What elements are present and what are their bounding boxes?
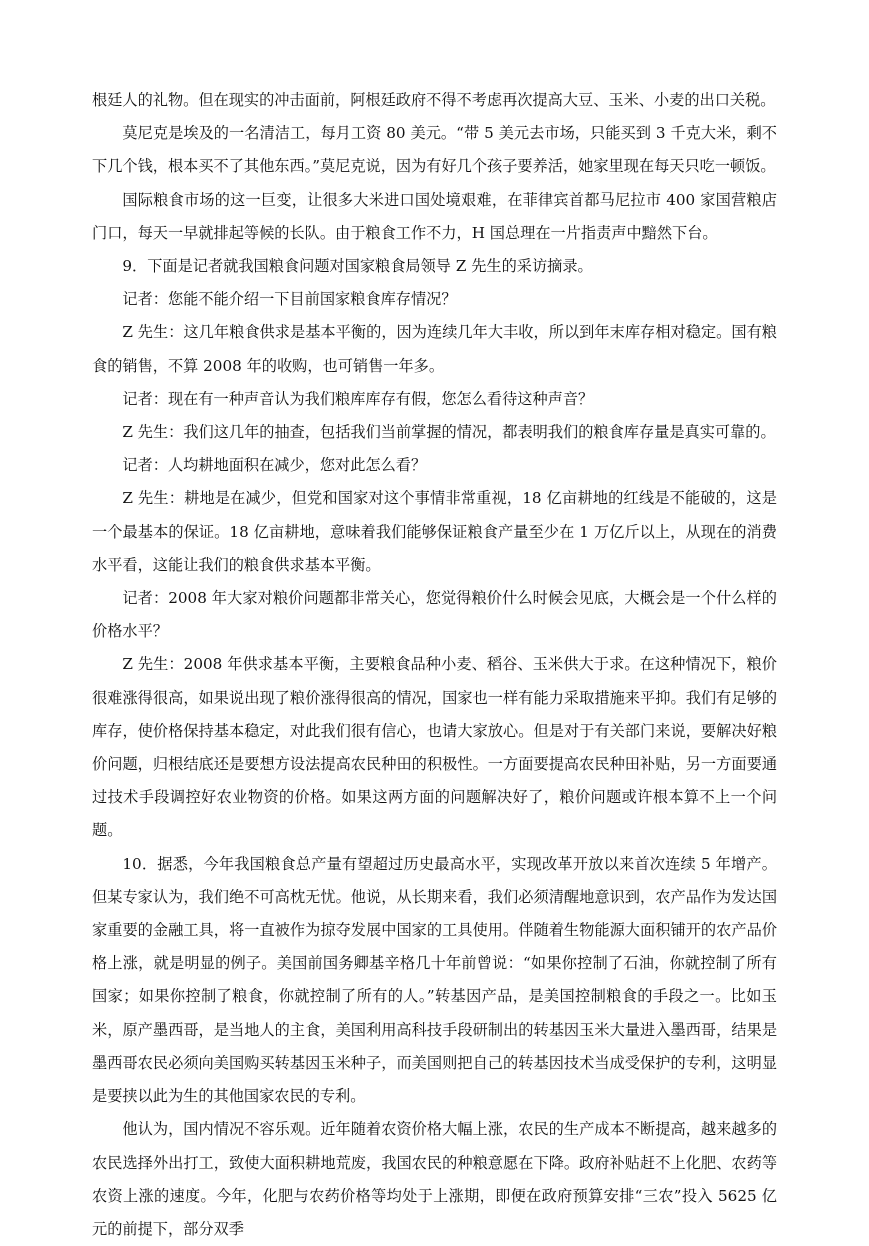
- paragraph: 根廷人的礼物。但在现实的冲击面前，阿根廷政府不得不考虑再次提高大豆、玉米、小麦的出口关税。: [92, 91, 776, 109]
- interview-question: 记者：现在有一种声音认为我们粮库库存有假，您怎么看待这种声音？: [122, 389, 594, 408]
- question-paragraph: 10．据悉，今年我国粮食总产量有望超过历史最高水平，实现改革开放以来首次连续 5 年增产。但某专家认为，我们绝不可高枕无忧。他说，从长期来看，我们必须清醒地意识到，农产品作为发达国家重要的金融工具，将一直被作为掠夺发展中国家的工具使用。伴随着生物能源大面积铺开的农产品价格上涨，就是明显的例子。美国前国务卿基辛格几十年前曾说：“如果你控制了石油，你就控制了所有国家；如果你控制了粮食，你就控制了所有的人。”转基因产品，是美国控制粮食的手段之一。比如玉米，原产墨西哥，是当地人的主食，美国利用高科技手段研制出的转基因玉米大量进入墨西哥，结果是墨西哥农民必须向美国购买转基因玉米种子，而美国则把自己的转基因技术当成受保护的专利，这明显是要挟以此为生的其他国家农民的专利。: [92, 854, 777, 1106]
- interview-answer: Z 先生：这几年粮食供求是基本平衡的，因为连续几年大丰收，所以到年末库存相对稳定。国有粮食的销售，不算 2008 年的收购，也可销售一年多。: [92, 323, 777, 375]
- paragraph: 国际粮食市场的这一巨变，让很多大米进口国处境艰难，在菲律宾首都马尼拉市 400 家国营粮店门口，每天一早就排起等候的长队。由于粮食工作不力，H 国总理在一片指责声中黯然下台。: [92, 190, 777, 242]
- interview-question: 记者：您能不能介绍一下目前国家粮食库存情况？: [122, 290, 457, 309]
- paragraph: 莫尼克是埃及的一名清洁工，每月工资 80 美元。“带 5 美元去市场，只能买到 3 千克大米，剩不下几个钱，根本买不了其他东西。”莫尼克说，因为有好几个孩子要养活，她家里现在每天只吃一顿饭。: [92, 124, 777, 176]
- question-heading: 9．下面是记者就我国粮食问题对国家粮食局领导 Z 先生的采访摘录。: [122, 257, 593, 276]
- interview-question: 记者：人均耕地面积在减少，您对此怎么看？: [122, 456, 427, 475]
- interview-answer: Z 先生：耕地是在减少，但党和国家对这个事情非常重视，18 亿亩耕地的红线是不能破的，这是一个最基本的保证。18 亿亩耕地，意味着我们能够保证粮食产量至少在 1 万亿斤以上，从现在的消费水平看，这能让我们的粮食供求基本平衡。: [92, 489, 777, 574]
- interview-question: 记者：2008 年大家对粮价问题都非常关心，您觉得粮价什么时候会见底，大概会是一个什么样的价格水平？: [92, 589, 777, 641]
- paragraph: 他认为，国内情况不容乐观。近年随着农资价格大幅上涨，农民的生产成本不断提高，越来越多的农民选择外出打工，致使大面积耕地荒废，我国农民的种粮意愿在下降。政府补贴赶不上化肥、农药等农资上涨的速度。今年，化肥与农药价格等均处于上涨期，即便在政府预算安排“三农”投入 5625 亿元的前提下，部分双季: [92, 1120, 777, 1238]
- interview-answer: Z 先生：2008 年供求基本平衡，主要粮食品种小麦、稻谷、玉米供大于求。在这种情况下，粮价很难涨得很高，如果说出现了粮价涨得很高的情况，国家也一样有能力采取措施来平抑。我们有足够的库存，使价格保持基本稳定，对此我们很有信心，也请大家放心。但是对于有关部门来说，要解决好粮价问题，归根结底还是要想方设法提高农民种田的积极性。一方面要提高农民种田补贴，另一方面要通过技术手段调控好农业物资的价格。如果这两方面的问题解决好了，粮价问题或许根本算不上一个问题。: [92, 655, 777, 840]
- interview-answer: Z 先生：我们这几年的抽查，包括我们当前掌握的情况，都表明我们的粮食库存量是真实可靠的。: [122, 423, 776, 442]
